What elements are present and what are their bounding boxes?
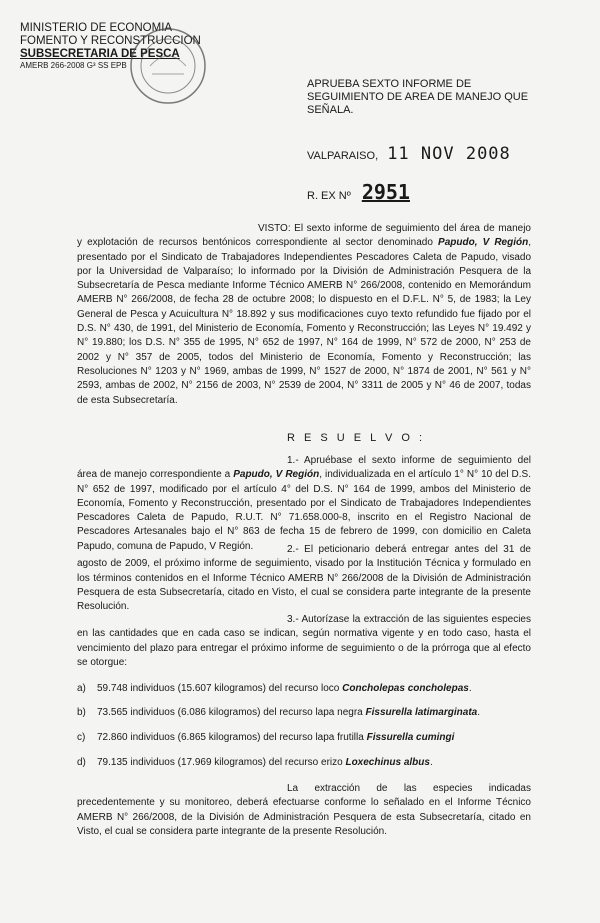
title-line-1: APRUEBA SEXTO INFORME DE	[307, 78, 472, 90]
visto-lead: VISTO: El sexto informe de seguimiento del área de manejo y explotación de recursos bentónicos correspondiente al sector denominado	[77, 223, 531, 249]
item-end: .	[468, 683, 472, 694]
rex-label: R. EX Nº	[307, 190, 351, 202]
office-stamp-icon	[128, 26, 208, 106]
item-species: Concholepas concholepas	[342, 683, 469, 694]
item-text: 73.565 individuos (6.086 kilogramos) del recurso lapa negra	[97, 707, 366, 718]
item-text: 59.748 individuos (15.607 kilogramos) del recurso loco	[97, 683, 343, 694]
ministry-subname: FOMENTO Y RECONSTRUCCION	[20, 35, 201, 47]
resuelvo-heading: R E S U E L V O :	[287, 432, 426, 444]
place-date	[307, 144, 511, 164]
ministry-name: MINISTERIO DE ECONOMIA	[20, 22, 173, 34]
file-reference: AMERB 266-2008 G³ SS EPB	[20, 61, 127, 70]
list-item	[77, 707, 531, 718]
p1-sector: Papudo, V Región	[233, 469, 320, 481]
item-text: 79.135 individuos (17.969 kilogramos) del recurso erizo	[97, 757, 346, 768]
stamped-date: 11 NOV 2008	[387, 144, 511, 164]
p1-lead: 1.- Apruébase el sexto informe de seguimiento del área de manejo correspondiente a	[77, 455, 531, 481]
paragraph-2: 2.- El peticionario deberá entregar antes del 31 de agosto de 2009, el próximo informe de seguimiento, visado por la Institución Técnica y formulado en los términos contenidos en el Informe Técnico AMERB N° 266/2008 de la División de Administración Pesquera de esta Subsecretaría, citado en Visto, el cual se considera parte integrante de la presente Resolución.	[77, 544, 531, 613]
item-label: b)	[77, 707, 86, 718]
list-item	[77, 683, 531, 694]
item-species: Loxechinus albus	[345, 757, 430, 768]
item-species: Fissurella cumingi	[366, 732, 455, 743]
item-end: .	[429, 757, 433, 768]
paragraph-4: La extracción de las especies indicadas precedentemente y su monitoreo, deberá efectuarse conforme lo señalado en el Informe Técnico AMERB N° 266/2008, de la División de Administración Pesquera de esta Subsecretaría, citado en Visto, el cual se considera parte integrante de la presente Resolución.	[77, 783, 531, 837]
paragraph-3: 3.- Autorízase la extracción de las siguientes especies en las cantidades que en cada caso se indican, según normativa vigente y en todo caso, hasta el vencimiento del plazo para entregar el próximo informe de seguimiento o de la prórroga que al efecto se otorgue:	[77, 614, 531, 668]
rex-number: 2951	[361, 180, 410, 204]
subsecretaria-name: SUBSECRETARIA DE PESCA	[20, 48, 180, 60]
item-end: .	[477, 707, 480, 718]
item-label: a)	[77, 683, 86, 694]
document-title	[307, 78, 529, 117]
title-line-3: SEÑALA.	[307, 104, 354, 116]
visto-sector: Papudo, V Región	[438, 237, 529, 249]
list-item	[77, 732, 531, 743]
item-label: d)	[77, 757, 86, 768]
list-item	[77, 757, 531, 768]
title-line-2: SEGUIMIENTO DE AREA DE MANEJO QUE	[307, 91, 529, 103]
item-species: Fissurella latimarginata	[365, 707, 478, 718]
visto-paragraph	[77, 222, 531, 408]
city: VALPARAISO,	[307, 150, 379, 162]
item-label: c)	[77, 732, 86, 743]
p1-rest: , individualizada en el artículo 1° N° 10 del D.S. N° 652 de 1997, modificado por el artículo 4° del D.S. N° 164 de 1999, ambos del Ministerio de Economía, Fomento y Reconstrucción, presentado por el Sindicato de Trabajadores Independientes Pescadores Caleta de Papudo, R.U.T. N° 71.658.000-8, inscrito en el Registro Nacional de Pescadores Artesanales bajo el N° 863 de fecha 15 de febrero de 1999, con domicilio en Caleta Papudo, comuna de Papudo, V Región.	[77, 469, 531, 552]
resolution-number	[307, 180, 410, 204]
item-text: 72.860 individuos (6.865 kilogramos) del recurso lapa frutilla	[97, 732, 367, 743]
paragraph-1	[77, 454, 531, 554]
visto-rest: , presentado por el Sindicato de Trabajadores Independientes Pescadores Caleta de Papudo, visado por la Universidad de Valparaíso; lo informado por la División de Administración Pesquera de la Subsecretaría de Pesca mediante Informe Técnico AMERB N° 266/2008, contenido en Memorándum AMERB N° 266/2008, de fecha 28 de octubre 2008; lo dispuesto en el D.F.L. N° 5, de 1983; la Ley General de Pesca y Acuicultura N° 18.892 y sus modificaciones cuyo texto refundido fue fijado por el D.S. N° 430, de 1991, del Ministerio de Economía, Fomento y Reconstrucción; las Leyes N° 19.492 y N° 19.880; los D.S. N° 355 de 1995, N° 652 de 1997, N° 164 de 1999, N° 572 de 2000, N° 253 de 2002 y N° 357 de 2005, todos del Ministerio de Economía, Fomento y Reconstrucción; las Resoluciones N° 1203 y N° 1969, ambas de 1999, N° 1527 de 2000, N° 1874 de 2001, N° 561 y N° 2593, ambas de 2002, N° 2156 de 2003, N° 2539 de 2004, N° 3311 de 2005 y N° 46 de 2007, todas de esta Subsecretaría.	[77, 237, 531, 406]
